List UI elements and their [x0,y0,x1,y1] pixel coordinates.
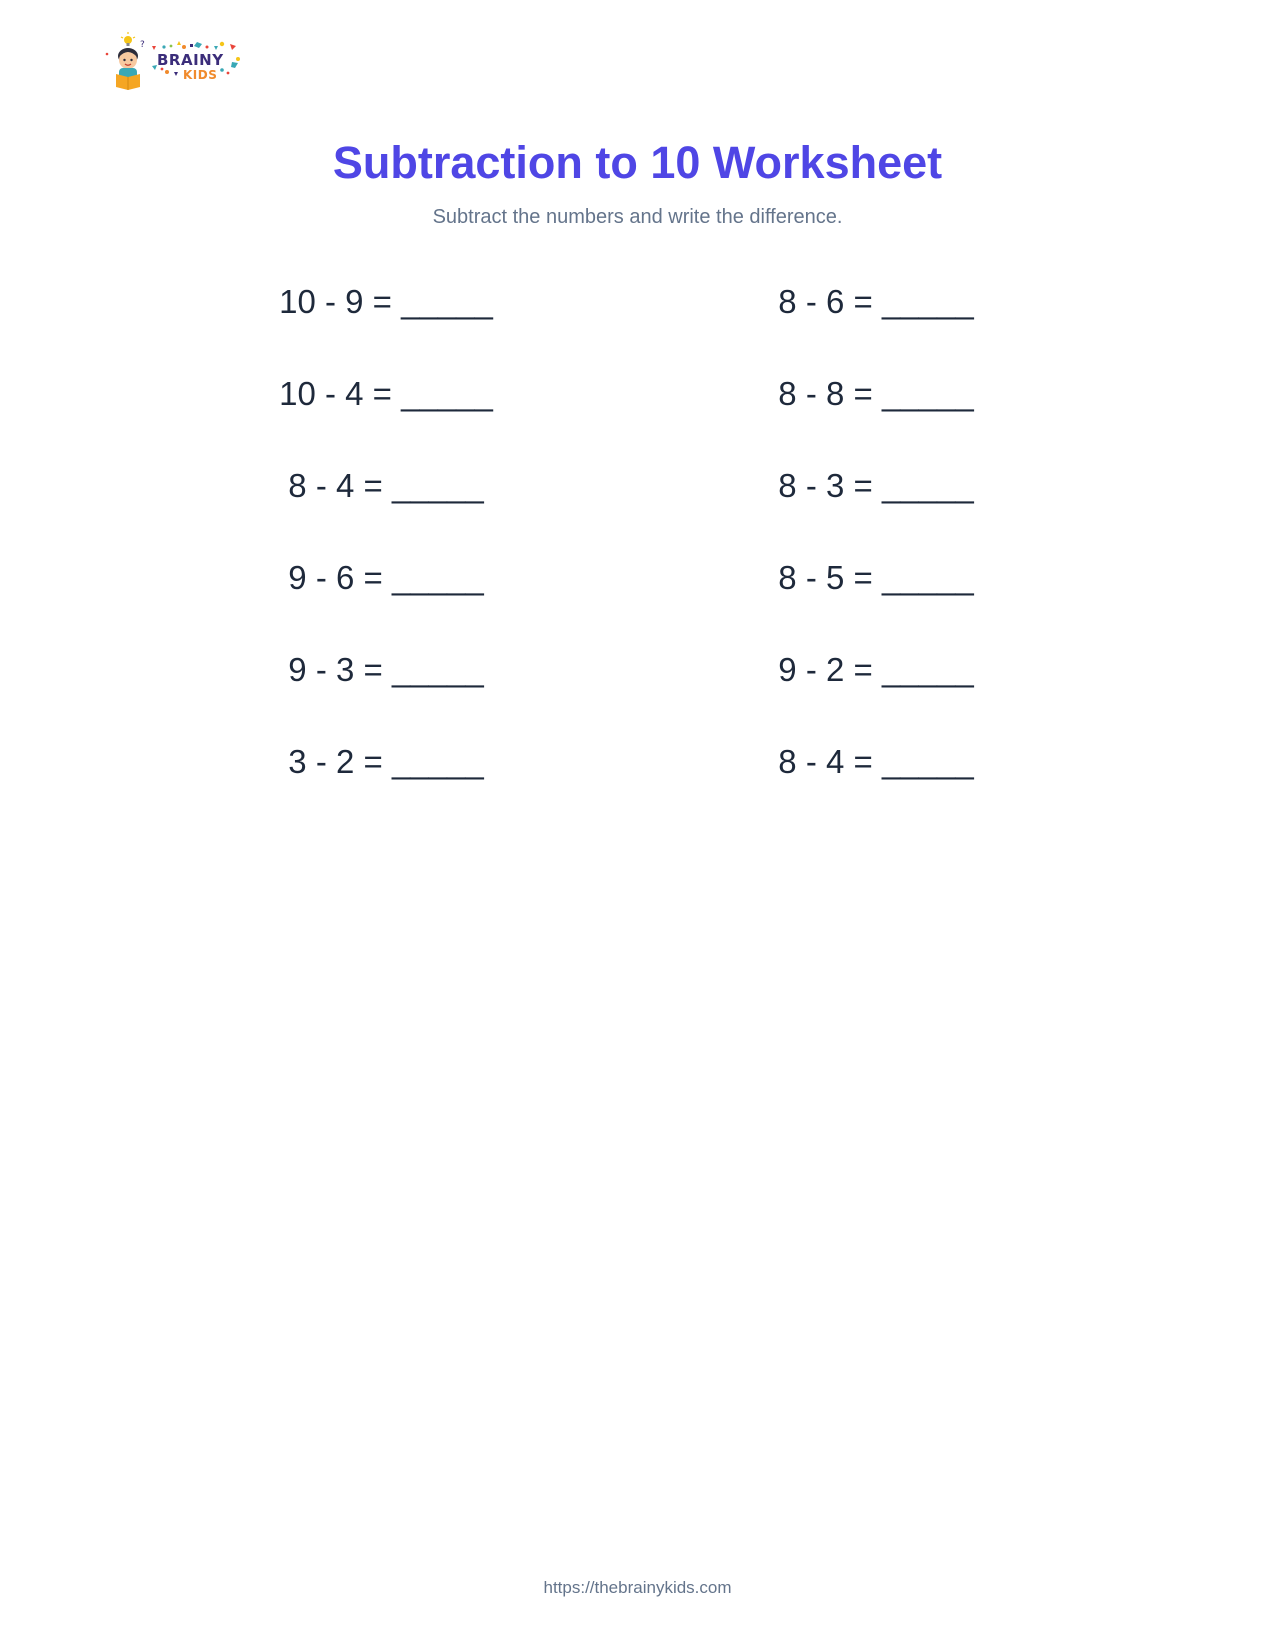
logo-word-kids: KIDS [183,68,218,82]
problem-left-5: 9 - 3 = _____ [288,651,484,688]
problem-right-2: 8 - 8 = _____ [778,375,974,412]
problem-right-6: 8 - 4 = _____ [778,743,974,780]
problem-right-4: 8 - 5 = _____ [778,559,974,596]
logo-word-brainy: BRAINY [157,51,224,69]
problem-left-1: 10 - 9 = _____ [279,283,493,320]
worksheet-instructions: Subtract the numbers and write the difference. [432,206,843,228]
svg-text:?: ? [140,40,145,50]
footer-url[interactable]: https://thebrainykids.com [543,1578,732,1597]
problem-left-4: 9 - 6 = _____ [288,559,484,596]
problem-right-1: 8 - 6 = _____ [778,283,974,320]
problem-left-3: 8 - 4 = _____ [288,467,484,504]
problem-right-5: 9 - 2 = _____ [778,651,974,688]
problem-left-6: 3 - 2 = _____ [288,743,484,780]
brand-logo [104,32,254,94]
worksheet-title: Subtraction to 10 Worksheet [332,137,943,188]
problem-right-3: 8 - 3 = _____ [778,467,974,504]
problem-left-2: 10 - 4 = _____ [279,375,493,412]
